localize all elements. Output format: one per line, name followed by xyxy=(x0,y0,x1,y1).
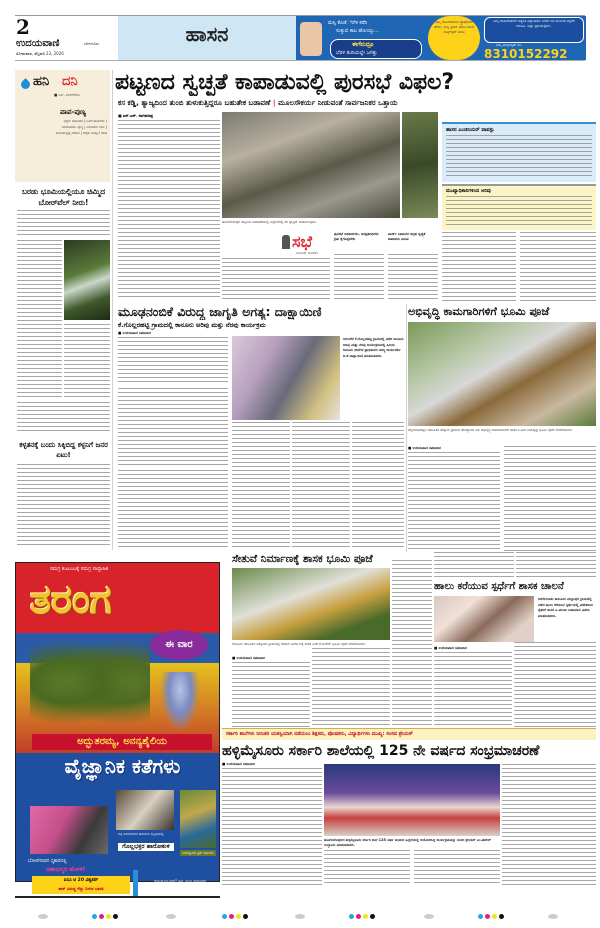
story1-line2: ಚಿತಾಭಸ್ಮದ ಹೋಳಿ! xyxy=(46,866,86,873)
this-week-label: ಈ ವಾರ xyxy=(165,639,193,650)
lead-body xyxy=(222,258,330,302)
borewell-story-body xyxy=(17,402,110,434)
issue-date: ಸೋಮವಾರ, ಫೆಬ್ರವರಿ 23, 2026 xyxy=(16,51,64,56)
continued-body xyxy=(516,552,596,578)
bridge-byline: ■ ಉದಯವಾಣಿ ಸಮಾಚಾರ xyxy=(232,656,265,660)
poem-body: ಭಕ್ತರು ಮಾಡಿದರ | ಓಳಗೆ ಹೋದರು | ಸಂಪಾದಿಸಲು ಪುಣ್ಯ | ಬಂದವರು ಚೀಲ | ತುಂಬಿಸುತ್ತಿದ್ದ ಆಪಾದ | ಚಪ್ಪಲ ಅಯ್ತು! ಪಾಪ xyxy=(55,119,107,135)
superstition-headline[interactable]: ಮೂಢನಂಬಿಕೆ ವಿರುದ್ಧ ಜಾಗೃತಿ ಅಗತ್ಯ: ದಾಕ್ಷಾಯಿಣಿ xyxy=(118,304,322,319)
magenta-mark xyxy=(356,914,361,919)
school-body xyxy=(414,850,500,886)
ayush-caption: ಆಯುಷ್ಮನ್ಭವ ಹೇಗೆ? ಹನ್ನು ದುಃಖ ಸಂಶೋಧನೆ xyxy=(153,879,207,883)
holi-photo xyxy=(30,806,108,854)
section-title: ಹಾಸನ xyxy=(185,22,229,46)
ad-line-1: ಮಸ್ಸಿ ಕೊಡೆರ್‌ಿಕ ಕರೆರಿ xyxy=(328,20,368,26)
ad-box-text: ನಿಮ್ಮ ಜಾಹೀರಾತುಗಳ ಅತ್ಯಂತ ವಿಶ್ವಾಸಾರ್ಹ ಎರಡು ದಿನ ಮುಂಚಿತ ಪತ್ರಿಕೆಗೆ ಕಳುಹಿಸಿ. ಅಷ್ಟು ಪ್ರಕಟಿಸುತ್ತೇವೆ.. xyxy=(493,19,575,28)
superstition-body xyxy=(352,422,404,550)
lead-body xyxy=(442,232,516,302)
continued-body xyxy=(434,552,514,578)
superstition-body xyxy=(292,422,350,550)
officer-box-body xyxy=(446,196,592,228)
lead-deck xyxy=(118,98,596,107)
sabha-subtitle: ನೋಟಿಸ್‌ ಬೋರ್ಡ್ xyxy=(296,251,319,255)
taranga-logo: ತರಂಗ xyxy=(30,577,112,623)
superstition-deck: ಕೆ.ಗೊಲ್ಲರಹಟ್ಟಿ ಗ್ರಾಮದಲ್ಲಿ ಕಾನೂನು ಅರಿವು ಮತ್ತು ನೆರವು ಕಾರ್ಯಕ್ರಮ xyxy=(118,321,266,329)
development-body xyxy=(408,452,500,552)
t20-line-2: ಪಾಕ್ ವಿರುದ್ಧ ಗೆದ್ದು ಬೀಗಿದ ಭಾರತ xyxy=(58,886,104,891)
superstition-byline: ■ ಉದಯವಾಣಿ ಸಮಾಚಾರ xyxy=(118,331,151,335)
taranga-strip-text: ಅದ್ಭುತರಮ್ಯ, ಅನನ್ಯಶೈಲಿಯ xyxy=(77,736,167,747)
black-mark xyxy=(370,914,375,919)
borewell-story-headline[interactable]: ಬರಡು ಭೂಮಿಯಲ್ಲಿಯೂ ಚಿಮ್ಮಿದ ಬೋರ್‌ವೆಲ್ ನೀರು! xyxy=(21,187,106,207)
alien-illustration xyxy=(160,672,200,732)
superstition-body xyxy=(232,422,290,550)
cyan-mark xyxy=(222,914,227,919)
festival-photo xyxy=(116,790,174,830)
honey-author: ■ ಎನ್. ಶಂಕರೇಗೌಡ xyxy=(54,93,80,97)
deck-separator: | xyxy=(272,98,276,107)
ad-whatsapp-label: ನಮ್ಮ ವಾಟ್ಸ್ಆ್ಯಪ್ ನಂ. xyxy=(496,43,522,47)
story1-line1: ಬೋಲೇನಾಥನ ಸ್ಮಶಾನದಲ್ಲಿ xyxy=(28,859,67,864)
story3-caption: ಬಾಕೆಸ್ತೂರದ ಟ್ರಿಕ್ ವಧುಗಳು xyxy=(180,850,216,856)
engineer-box-heading: ಹಾಸನ ಎಂಜಿನಿಯರ್ ವಾಪಸ್ಸು xyxy=(446,127,495,133)
phone-hand-icon xyxy=(300,22,322,56)
lead-body xyxy=(334,254,384,300)
yellow-mark xyxy=(363,914,368,919)
lead-body xyxy=(520,232,596,302)
bhoomi-pooje-photo xyxy=(408,322,596,426)
black-mark xyxy=(113,914,118,919)
lead-headline[interactable]: ಪಟ್ಟಣದ ಸ್ವಚ್ಛತೆ ಕಾಪಾಡುವಲ್ಲಿ ಪುರಸಭೆ ವಿಫಲ? xyxy=(115,70,455,95)
registration-mark xyxy=(548,914,558,919)
registration-mark xyxy=(38,914,48,919)
person-icon xyxy=(282,235,290,249)
milk-contest-photo xyxy=(434,596,534,642)
taranga-tagline: ಸಮಗ್ರ ಕುಟುಂಬಕ್ಕೆ ಸಮಗ್ರ ಸಾಪ್ತಾಹಿಕ xyxy=(50,566,109,572)
development-byline: ■ ಉದಯವಾಣಿ ಸಮಾಚಾರ xyxy=(408,446,441,450)
bridge-photo xyxy=(232,568,390,640)
garbage-photo xyxy=(222,112,400,218)
ad-phone-number[interactable]: 8310152292 xyxy=(484,47,568,61)
sabha-logo: ಸಭೆ xyxy=(292,232,313,251)
magenta-mark xyxy=(229,914,234,919)
soldiers-illustration xyxy=(30,632,150,732)
registration-mark xyxy=(166,914,176,919)
lead-body xyxy=(388,254,438,300)
edition-label: ಬೆಂಗಳೂರು xyxy=(84,41,99,46)
bridge-body xyxy=(312,648,390,728)
borewell-story-body xyxy=(64,324,110,400)
ad-circle-text: ನಿಮ್ಮ ಜಾಹೀರಾತುಗಳ ಪ್ರೊಪೊಸಲ್ ತೆಗೆದು, ಮಸ್ಸಿ ಪ್ರಿಂಟ್ ಮಾಡಿ ನಮಗೆ ವಾಟ್ಸ್ಆ್ಯಪ್ ಮಾಡಿ xyxy=(434,20,474,34)
page-number: 2 xyxy=(16,15,30,39)
school-event-photo xyxy=(324,764,500,836)
truck-photo xyxy=(180,790,216,848)
honey-title-part-2: ದನಿ xyxy=(62,74,78,89)
ad-pill-line-2: ಬೆರಳ ತುದಿಯಲ್ಲೇ ಜಗತ್ತು xyxy=(336,50,378,56)
school-headline[interactable]: ಹಳ್ಳಿಮೈಸೂರು ಸರ್ಕಾರಿ ಶಾಲೆಯಲ್ಲಿ 125 ನೇ ವರ್ಷದ ಸಂಭ್ರಮಾಚರಣೆ xyxy=(222,743,540,759)
officer-box-heading: ಮುಖ್ಯಾಧಿಕಾರಿಗಳಿಂದ ಅರಿವು xyxy=(446,188,491,194)
bridge-body xyxy=(392,560,432,728)
bridge-photo-caption: ಬೇಲೂರು ತಾಲೂಕಿನ ಬಿಕ್ಕೋಡು ಗ್ರಾಮದಲ್ಲಿ ಸೇತುವೆ ನಿರ್ಮಾಣಕ್ಕೆ ಶಾಸಕ ಎಚ್.ಕೆ.ಸುರೇಶ್ ಭೂಮಿ ಪೂಜೆ ನೆರವೇರಿಸಿದರು. xyxy=(232,642,366,646)
lead-deck-part-2: ಮೂಲಸೌಕರ್ಯ ನೀಡುವಂತೆ ಸಾರ್ವಜನಿಕರ ಒತ್ತಾಯ xyxy=(278,98,398,107)
registration-mark xyxy=(295,914,305,919)
development-headline[interactable]: ಅಭಿವೃದ್ಧಿ ಕಾಮಗಾರಿಗಳಿಗೆ ಭೂಮಿ ಪೂಜೆ xyxy=(408,305,550,318)
school-kicker: ಸರ್ಕಾರಿ ಶಾಲೆಗಳು ನಿರಂತರ ಯಶಸ್ವಿಯಾಗಿ ನಡೆಯಲು ಶಿಕ್ಷಕರು, ಪೋಷಕರು, ವಿದ್ಯಾರ್ಥಿಗಳು ಮುಖ್ಯ: ಸಂಸದ ಶ್ರೇಯಸ್ xyxy=(226,731,413,737)
magenta-mark xyxy=(99,914,104,919)
honey-title-part-1: ಹನಿ xyxy=(33,74,50,89)
cyan-mark xyxy=(92,914,97,919)
lead-body xyxy=(118,120,220,300)
school-body xyxy=(324,850,410,886)
registration-mark xyxy=(424,914,434,919)
superstition-body xyxy=(118,388,228,468)
t20-line-1: ಐಸಿಸಿ ಟಿ 20 ವಿಶ್ವಕಪ್ xyxy=(63,878,99,883)
yellow-mark xyxy=(106,914,111,919)
black-mark xyxy=(243,914,248,919)
thief-story-headline[interactable]: ಕಳ್ಳತನಕ್ಕೆ ಬಂದು ಸಿಕ್ಕಿಬಿದ್ದ ಕಳ್ಳನಿಗೆ ಜನರ ಏಟು! xyxy=(19,441,108,459)
legal-awareness-photo xyxy=(232,336,340,420)
pull-quote-2: ವಾರ್ಡ್ ನಿವಾಸಿಗಳ ಆಗ್ರಹ ಸ್ವಚ್ಛತೆ ಕಾಪಾಡಲು ಮನವಿ xyxy=(388,232,426,241)
engineer-box-body xyxy=(446,135,592,179)
ad-line-2: ಸುತ್ತುವ ಕಾಲ ಹೋಯ್ತು... xyxy=(336,28,379,34)
borewell-story-body xyxy=(17,210,110,238)
bridge-headline[interactable]: ಸೇತುವೆ ನಿರ್ಮಾಣಕ್ಕೆ ಶಾಸಕ ಭೂಮಿ ಪೂಜೆ xyxy=(232,553,373,565)
milk-body xyxy=(514,642,596,728)
borewell-photo xyxy=(64,240,110,320)
borewell-story-body xyxy=(17,240,62,400)
development-photo-caption: ಚನ್ನರಾಯಪಟ್ಟಣ ತಾಲೂಕಿನ ಹೆಬ್ಬಾಳು ಗ್ರಾಮದ ದೇವಸ್ಥಾನದ ಬಳಿ ಅಭಿವೃದ್ಧಿ ಕಾಮಗಾರಿಗಳಿಗೆ ಶಾಸಕ ಸಿ.ಎನ್.ಬಾಲಕೃಷ್ಣ ಭೂಮಿ ಪೂಜೆ ನೆರವೇರಿಸಿದರು. xyxy=(408,428,573,432)
lead-photo-caption: ಹೊಳೆನರಸೀಪುರ ಪಟ್ಟಣದ ಬಡಾವಣೆಯಲ್ಲಿ ಎಲ್ಲೆಂದರಲ್ಲಿ ಕಸ ಪ್ಲಾಸ್ಟಿಕ್ ಬಿಸಾಡಿರುವುದು. xyxy=(222,220,317,224)
thief-story-body xyxy=(17,464,110,548)
milk-photo-caption: ಅರಕಲಗೂಡು ತಾಲೂಕಿನ ಮಲ್ಲಾಪುರ ಗ್ರಾಮದಲ್ಲಿ ನಡೆದ ಹಾಲು ಕರೆಯುವ ಸ್ಪರ್ಧೆಯಲ್ಲಿ ವಿಜೇತರಾದ ರೈತರಿಗೆ ಶಾಸಕ ಎ.ಮಂಜು ಬಹುಮಾನ ವಿತರಿಸಿ ಮಾತನಾಡಿದರು. xyxy=(538,597,593,618)
school-byline: ■ ಉದಯವಾಣಿ ಸಮಾಚಾರ xyxy=(222,762,255,766)
lead-byline: ■ ಎನ್.ಎನ್. ನಾಗರಾಜಪ್ಪ xyxy=(118,113,153,118)
school-body xyxy=(502,764,596,886)
superstition-body xyxy=(118,337,228,385)
milk-byline: ■ ಉದಯವಾಣಿ ಸಮಾಚಾರ xyxy=(434,646,467,650)
bridge-body xyxy=(232,662,310,728)
school-body xyxy=(222,768,322,886)
ad-pill-line-1: ಈಗೇನಿದ್ರೂ xyxy=(352,41,374,48)
school-photo-caption: ಹೊಳೆನರಸೀಪುರದ ಹಳ್ಳಿಮೈಸೂರು ಸರ್ಕಾರಿ ಶಾಲೆ 125 ವರ್ಷ ತುಂಬಿದ ಹಿನ್ನೆಲೆಯಲ್ಲಿ ಆಯೋಜಿಸಿದ್ದ ಕಾರ್ಯಕ್ರಮವನ್ನು ಸಂಸದ ಶ್ರೇಯಸ್ ಎಂ.ಪಟೇಲ್ ಉದ್ಘಾಟಿಸಿ ಮಾತನಾಡಿದರು. xyxy=(324,838,491,847)
drain-photo xyxy=(402,112,438,218)
yellow-mark xyxy=(236,914,241,919)
poem-heading: ಪಾಪ-ಪುಣ್ಯ xyxy=(60,108,86,116)
cyan-mark xyxy=(349,914,354,919)
column-divider xyxy=(112,70,113,550)
story2-line2: ಗೊಲ್ಲಭಕ್ತರ ಹಾರೋಕುಳಿ xyxy=(118,843,174,851)
date-strip xyxy=(133,870,138,898)
milk-contest-headline[interactable]: ಹಾಲು ಕರೆಯುವ ಸ್ಪರ್ಧೆಗೆ ಶಾಸಕ ಚಾಲನೆ xyxy=(434,581,564,592)
milk-body xyxy=(434,652,512,728)
ad-pill xyxy=(330,39,422,59)
superstition-photo-caption: ಅರಸೀಕೆರೆ ಕೆ.ಗೊಲ್ಲರಹಟ್ಟಿ ಗ್ರಾಮದಲ್ಲಿ ನಡೆದ ಕಾನೂನು ಅರಿವು ಮತ್ತು ನೆರವು ಕಾರ್ಯಕ್ರಮದಲ್ಲಿ ಹಿರಿಯ ಕಾನೂನು ಸೇವೆಗಳ ಪ್ರಾಧಿಕಾರದ ಸದಸ್ಯ ಕಾರ್ಯದರ್ಶಿ ಬಿ.ಕೆ.ದಾಕ್ಷಾಯಿಣಿ ಮಾತನಾಡಿದರು. xyxy=(343,337,404,358)
yellow-mark xyxy=(492,914,497,919)
science-stories-title: ವೈಜ್ಞಾನಿಕ ಕತೆಗಳು xyxy=(64,754,181,778)
superstition-body xyxy=(118,470,228,550)
pull-quote-1: ಪುರಸಭೆ ಅಧಿಕಾರಿಗಳು, ಜನಪ್ರತಿನಿಧಿಗಳು ಕ್ರಮ ಕೈಗೊಳ್ಳಬೇಕು xyxy=(334,232,379,241)
story2-line1: ಚಿಕ್ಕ ವಂಕಲಕುಂಟೆ ಹನುಮನ ಸನ್ನಿಧಿಯಲ್ಲಿ xyxy=(118,832,164,836)
black-mark xyxy=(499,914,504,919)
column-divider xyxy=(406,304,407,552)
ad-bottom-border xyxy=(15,896,220,898)
paper-name: ಉದಯವಾಣಿ xyxy=(16,38,60,49)
development-body xyxy=(504,446,596,552)
magenta-mark xyxy=(485,914,490,919)
lead-deck-part-1: ಕಸ ಕಡ್ಡಿ, ತ್ಯಾಜ್ಯದಿಂದ ತುಂಬಿ ತುಳುಕುತ್ತಿದ್ದರೂ ಬಹುತೇಕ ಬಡಾವಣೆ xyxy=(118,98,271,107)
cyan-mark xyxy=(478,914,483,919)
